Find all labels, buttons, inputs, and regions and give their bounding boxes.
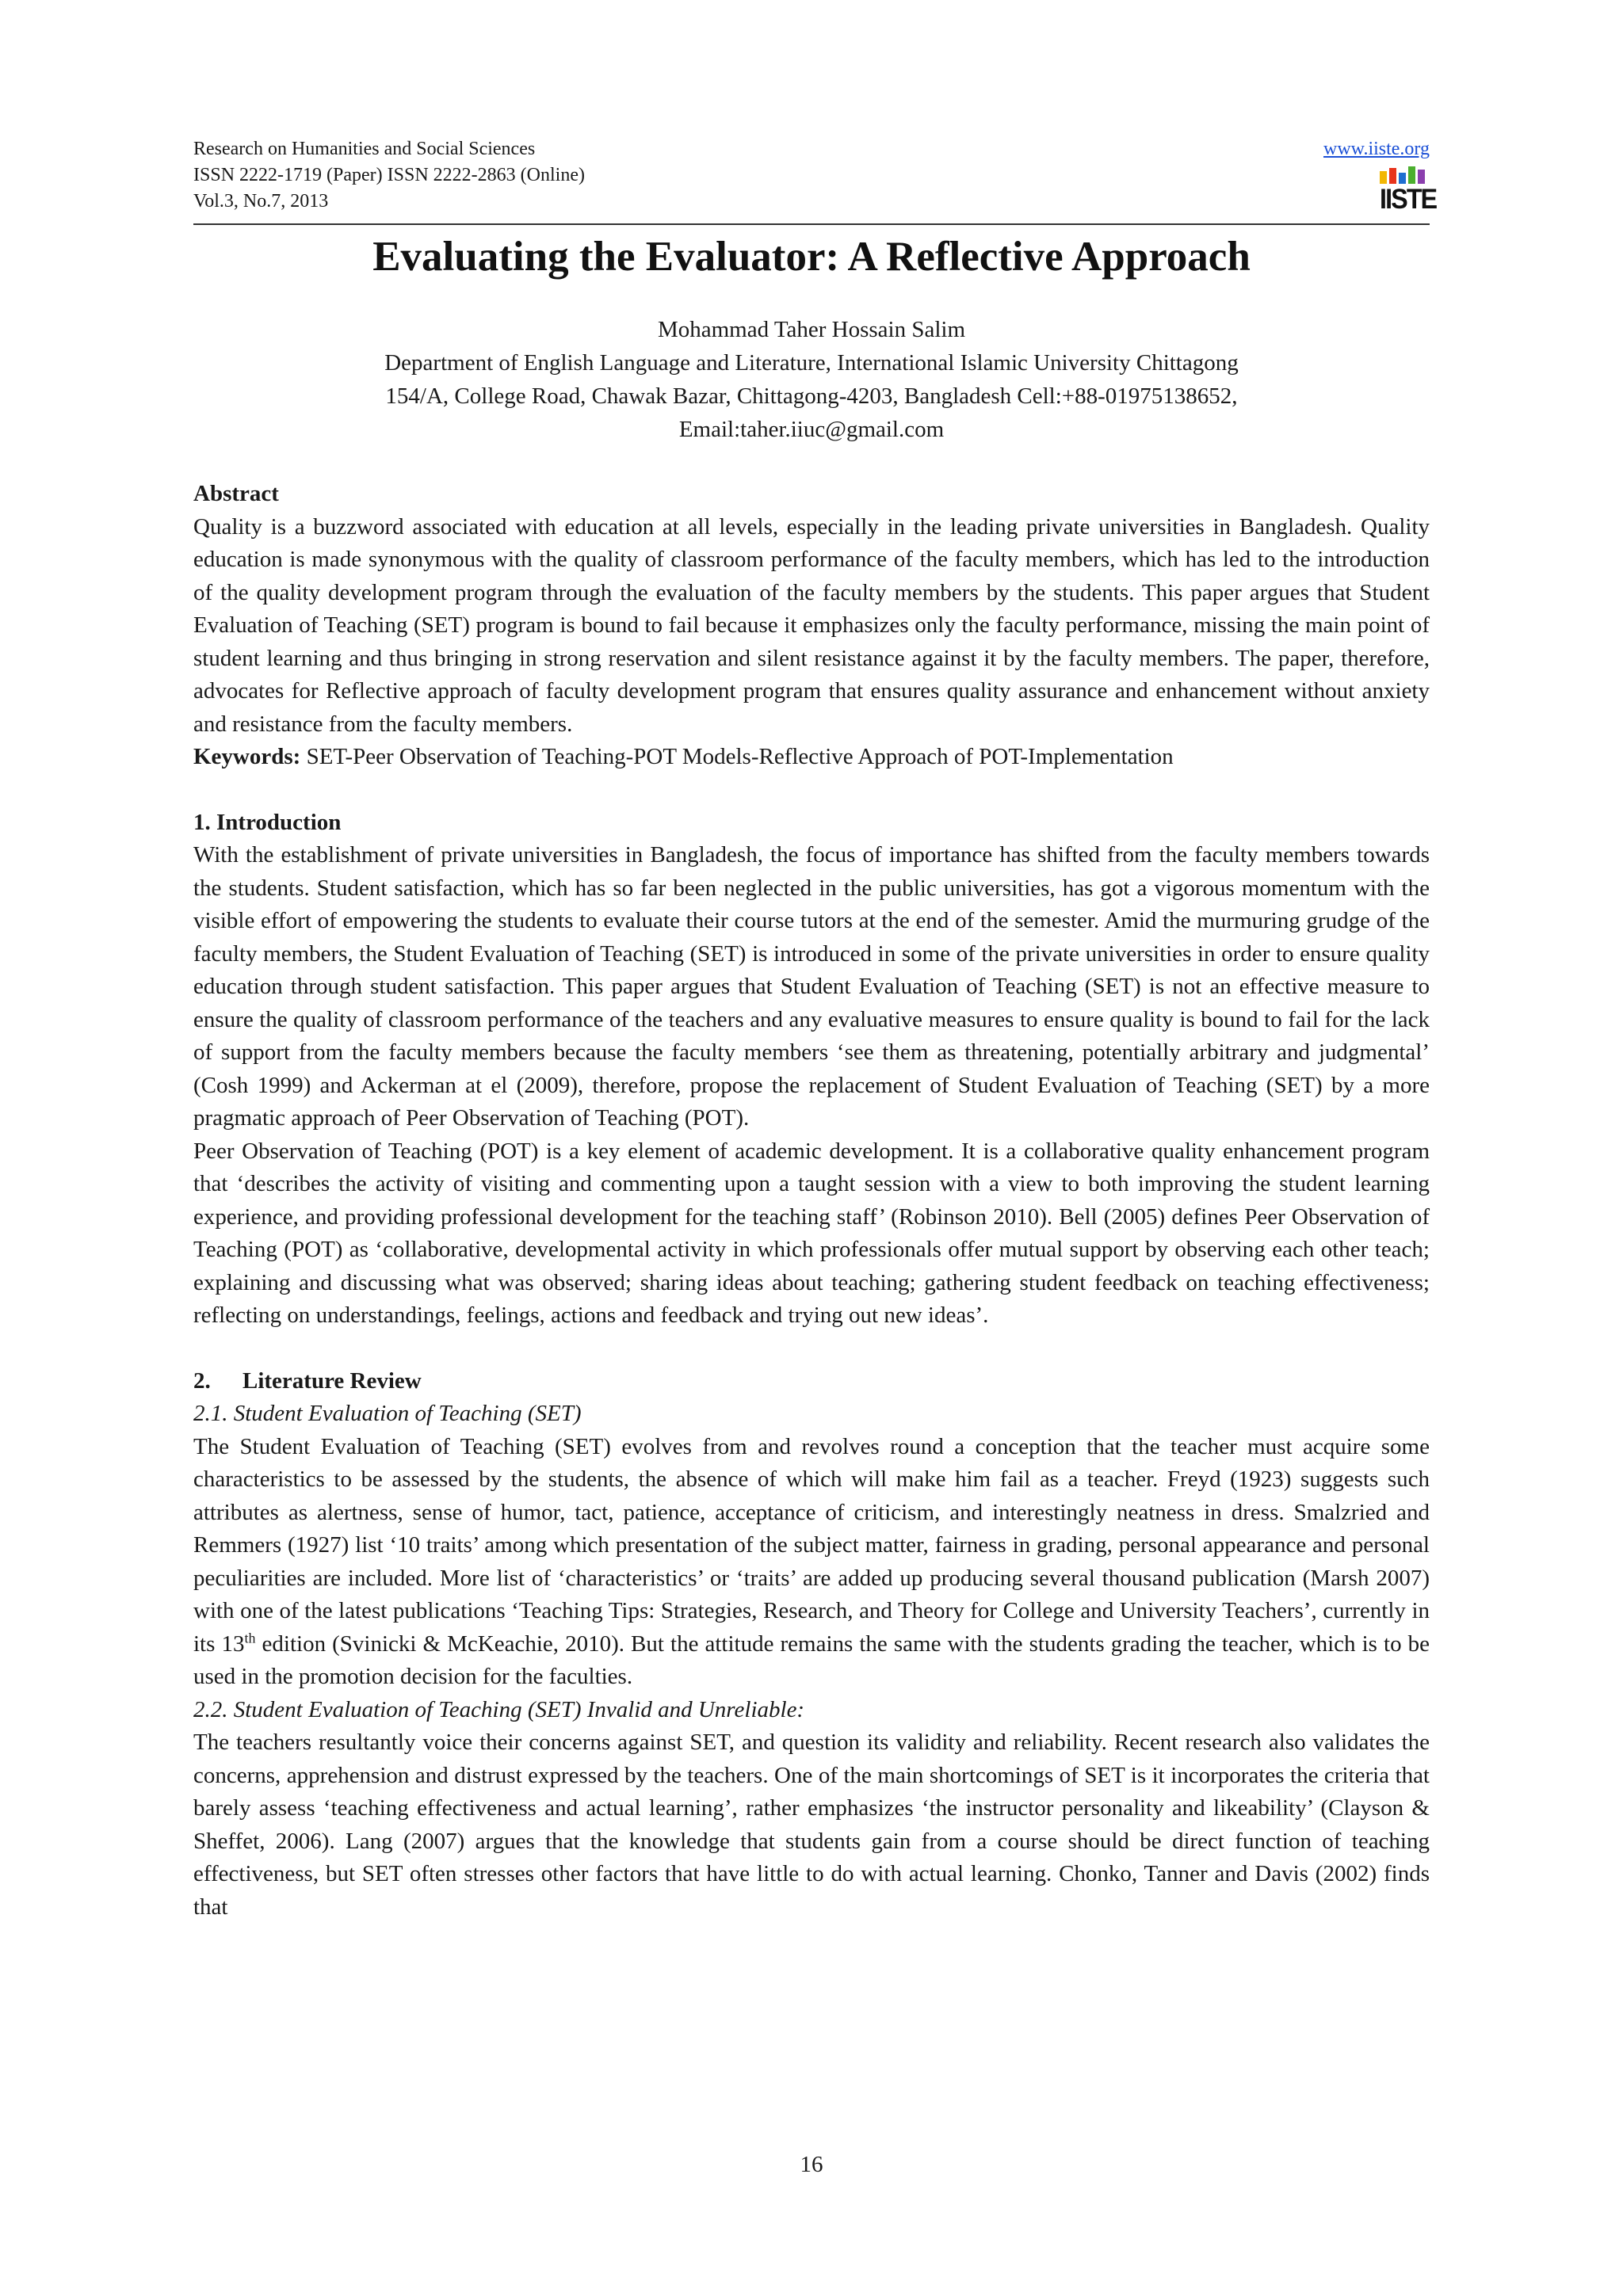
page-number: 16 [800,2152,823,2177]
keywords-label: Keywords: [193,744,301,769]
introduction-paragraph-1: With the establishment of private universities in Bangladesh, the focus of importance has shifted from the faculty members towards the students. Student satisfaction, which has so far been neglected in the public universities, has got a vigorous momentum with the visible effort of empowering the students to evaluate their course tutors at the end of the semester. Amid the murmuring grudge of the faculty members, the Student Evaluation of Teaching (SET) is introduced in some of the private universities in order to ensure quality education through student satisfaction. This paper argues that Student Evaluation of Teaching (SET) is not an effective measure to ensure the quality of classroom performance of the teachers and any evaluative measures to ensure quality is bound to fail for the lack of support from the faculty members because the faculty members ‘see them as threatening, potentially arbitrary and judgmental’ (Cosh 1999) and Ackerman at el (2009), therefore, propose the replacement of Student Evaluation of Teaching (SET) by a more pragmatic approach of Peer Observation of Teaching (POT). [193,842,1430,1131]
journal-issn: ISSN 2222-1719 (Paper) ISSN 2222-2863 (Online) [193,165,585,185]
logo-color-bars [1380,166,1430,184]
journal-name: Research on Humanities and Social Sciences [193,139,536,159]
superscript: th [244,1629,256,1646]
subsection-2-2-heading: 2.2. Student Evaluation of Teaching (SET) Invalid and Unreliable: [193,1696,805,1722]
subsection-2-1-heading: 2.1. Student Evaluation of Teaching (SET) [193,1401,582,1426]
paper-body [193,478,1430,1924]
author-affiliation: Department of English Language and Literature, International Islamic University Chittagong [384,350,1239,376]
journal-header [193,136,585,215]
subsection-2-1-paragraph [193,1431,1430,1694]
author-block [0,313,1623,446]
keywords-text: SET-Peer Observation of Teaching-POT Models-Reflective Approach of POT-Implementation [300,744,1174,769]
website-link[interactable]: www.iiste.org [1323,139,1430,159]
logo-bar [1418,170,1425,184]
iiste-logo [1380,166,1437,220]
logo-bar [1389,168,1396,184]
literature-review-heading [193,1365,1430,1398]
header-rule [193,223,1430,225]
section-number: 2. [193,1367,211,1394]
author-name: Mohammad Taher Hossain Salim [657,317,966,342]
paragraph-text-continued: edition (Svinicki & McKeachie, 2010). But the attitude remains the same with the students grading the teacher, which is to be used in the promotion decision for the faculties. [193,1630,1430,1689]
subsection-2-2-paragraph: The teachers resultantly voice their concerns against SET, and question its validity and reliability. Recent research also validates the concerns, apprehension and distrust expressed by the teachers. One of the main shortcomings of SET is it incorporates the criteria that barely assess ‘teaching effectiveness and actual learning’, rather emphasizes ‘the instructor personality and likeability’ (Clayson & Sheffet, 2006). Lang (2007) argues that the knowledge that students gain from a course should be direct function of teaching effectiveness, but SET often stresses other factors that have little to do with actual learning. Chonko, Tanner and Davis (2002) finds that [193,1730,1430,1920]
abstract-text: Quality is a buzzword associated with education at all levels, especially in the leading private universities in Bangladesh. Quality education is made synonymous with the quality of classroom performance of the faculty members, which has led to the introduction of the quality development program through the evaluation of the faculty members by the students. This paper argues that Student Evaluation of Teaching (SET) program is bound to fail because it emphasizes only the faculty performance, missing the main point of student learning and thus bringing in strong reservation and silent resistance against it by the faculty members. The paper, therefore, advocates for Reflective approach of faculty development program that ensures quality assurance and enhancement without anxiety and resistance from the faculty members. [193,513,1430,737]
logo-bar [1408,166,1415,184]
author-address: 154/A, College Road, Chawak Bazar, Chittagong-4203, Bangladesh Cell:+88-01975138652, [385,383,1238,409]
introduction-paragraph-2: Peer Observation of Teaching (POT) is a key element of academic development. It is a collaborative quality enhancement program that ‘describes the activity of visiting and commenting upon a taught session with a view to both improving the student learning experience, and providing professional development for the teaching staff’ (Robinson 2010). Bell (2005) defines Peer Observation of Teaching (POT) as ‘collaborative, developmental activity in which professionals offer mutual support by observing each other teach; explaining and discussing what was observed; sharing ideas about teaching; gathering student feedback on teaching effectiveness; reflecting on understandings, feelings, actions and feedback and trying out new ideas’. [193,1138,1430,1328]
logo-bar [1399,173,1406,184]
abstract-heading: Abstract [193,481,279,506]
paragraph-text: The Student Evaluation of Teaching (SET) evolves from and revolves round a conception that the teacher must acquire some characteristics to be assessed by the students, the absence of which will make him fail as a teacher. Freyd (1923) suggests such attributes as alertness, sense of humor, tact, patience, acceptance of criticism, and interestingly neatness in dress. Smalzried and Remmers (1927) list ‘10 traits’ among which presentation of the subject matter, fairness in grading, personal appearance and personal peculiarities are included. More list of ‘characteristics’ or ‘traits’ are added up producing several thousand publication (Marsh 2007) with one of the latest publications ‘Teaching Tips: Strategies, Research, and Theory for College and University Teachers’, currently in its 13 [193,1433,1430,1657]
paper-title: Evaluating the Evaluator: A Reflective Approach [372,234,1251,280]
journal-volume: Vol.3, No.7, 2013 [193,191,329,212]
section-title: Literature Review [242,1367,422,1394]
logo-wordmark: IISTE [1380,184,1437,215]
author-email: Email:taher.iiuc@gmail.com [678,417,945,442]
keywords-line [193,741,1430,774]
introduction-heading: 1. Introduction [193,809,342,835]
logo-bar [1380,171,1387,184]
